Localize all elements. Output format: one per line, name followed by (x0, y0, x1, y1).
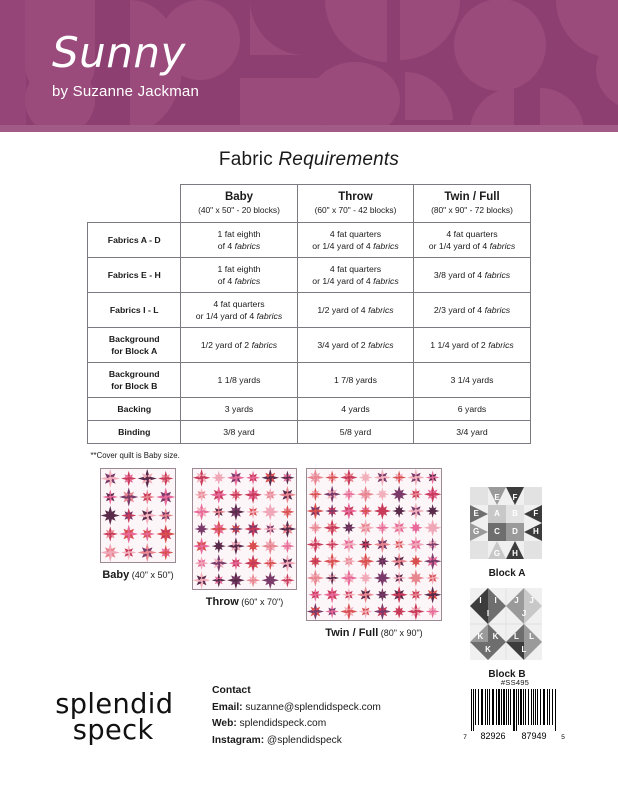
quilt-label-twin-size: (80" x 90") (378, 628, 423, 639)
block-patch-letter: A (494, 509, 500, 519)
section-title (0, 149, 618, 171)
row-label: Backing (88, 398, 181, 421)
quilt-label-baby-size: (40" x 50") (129, 570, 174, 581)
table-cell-throw: 4 fat quarters or 1/4 yard of 4 fabrics (297, 258, 414, 293)
block-patch-letter: J (514, 595, 519, 605)
block-patch-letter: E (473, 509, 479, 519)
brand-logo-line2: speck (72, 714, 154, 746)
quilt-diagram-twin (306, 468, 442, 639)
table-footnote: **Cover quilt is Baby size. (90, 451, 180, 461)
block-diagram-a (462, 487, 552, 579)
quilt-label-baby-name: Baby (102, 569, 130, 582)
quilt-art-twin (306, 468, 442, 621)
block-diagrams (462, 487, 552, 689)
table-row (88, 363, 531, 398)
block-patch-letter: H (532, 527, 539, 537)
table-cell-throw: 1/2 yard of 4 fabrics (297, 293, 414, 328)
table-row (88, 421, 531, 444)
block-patch-letter: F (533, 509, 539, 519)
quilt-label-baby (100, 569, 176, 581)
block-patch-letter: E (494, 492, 500, 502)
block-a-art (462, 487, 550, 559)
block-b-label: Block B (488, 669, 526, 680)
table-header-row (88, 185, 531, 223)
contact-web-line (212, 716, 381, 733)
table-cell-twin: 3/8 yard of 4 fabrics (414, 258, 531, 293)
header-stripe (0, 125, 618, 132)
contact-email-line (212, 700, 381, 717)
author-byline: by Suzanne Jackman (52, 83, 200, 100)
table-cell-throw: 5/8 yard (297, 421, 414, 444)
block-patch-letter: I (494, 595, 497, 605)
block-patch-letter: B (512, 509, 518, 519)
block-patch-letter: K (492, 631, 499, 641)
row-label: Binding (88, 421, 181, 444)
column-header-throw-name: Throw (338, 191, 373, 203)
table-cell-twin: 2/3 yard of 4 fabrics (414, 293, 531, 328)
quilt-art-baby (100, 468, 176, 563)
column-header-throw-dimensions: (60" x 70" - 42 blocks) (314, 205, 397, 216)
table-cell-throw: 4 fat quarters or 1/4 yard of 4 fabrics (297, 223, 414, 258)
contact-email-value[interactable]: suzanne@splendidspeck.com (242, 701, 381, 713)
table-corner-cell (88, 185, 181, 223)
table-cell-twin: 4 fat quarters or 1/4 yard of 4 fabrics (414, 223, 531, 258)
column-header-throw (297, 185, 414, 223)
contact-web-value[interactable]: splendidspeck.com (236, 718, 327, 730)
table-cell-twin: 1 1/4 yard of 2 fabrics (414, 328, 531, 363)
block-b-art (462, 588, 550, 660)
block-patch-letter: I (486, 609, 490, 619)
block-patch-letter: G (493, 548, 501, 558)
table-cell-baby: 1 fat eighth of 4 fabrics (181, 223, 298, 258)
quilt-label-throw-name: Throw (205, 596, 239, 609)
table-row (88, 328, 531, 363)
table-cell-baby: 4 fat quarters or 1/4 yard of 4 fabrics (181, 293, 298, 328)
block-patch-letter: I (479, 595, 482, 605)
upc-group-2: 87949 (521, 731, 547, 741)
row-label: Fabrics A - D (88, 223, 181, 258)
column-header-baby (181, 185, 298, 223)
contact-instagram-line (212, 733, 381, 750)
block-patch-letter: K (477, 631, 484, 641)
column-header-twin-dimensions: (80" x 90" - 72 blocks) (431, 205, 513, 216)
table-cell-twin: 3/4 yard (414, 421, 531, 444)
table-row (88, 223, 531, 258)
sku-label: #SS495 (500, 678, 530, 687)
upc-right-digit: 5 (561, 734, 565, 741)
quilt-label-twin (306, 627, 442, 639)
row-label: Fabrics I - L (88, 293, 181, 328)
contact-heading: Contact (212, 685, 251, 696)
page-title: Sunny (52, 28, 186, 77)
block-patch-letter: J (521, 609, 527, 619)
row-label: Background for Block A (88, 328, 181, 363)
block-patch-letter: K (485, 645, 491, 655)
table-cell-throw: 3/4 yard of 2 fabrics (297, 328, 414, 363)
block-patch-letter: L (529, 631, 535, 641)
block-patch-letter: H (512, 548, 518, 558)
column-header-twin-name: Twin / Full (444, 191, 500, 203)
table-cell-throw: 1 7/8 yards (297, 363, 414, 398)
quilt-label-twin-name: Twin / Full (325, 627, 379, 640)
section-title-italic: Requirements (278, 149, 400, 170)
table-body (88, 223, 531, 444)
table-row (88, 293, 531, 328)
table-cell-baby: 1 1/8 yards (181, 363, 298, 398)
contact-block (212, 683, 381, 749)
upc-left-digit: 7 (463, 734, 467, 741)
row-label: Background for Block B (88, 363, 181, 398)
block-patch-letter: G (473, 527, 480, 537)
block-patch-letter: L (521, 645, 527, 655)
barcode-block (462, 678, 568, 741)
row-label: Fabrics E - H (88, 258, 181, 293)
block-a-label: Block A (488, 568, 526, 579)
table-row (88, 398, 531, 421)
contact-email-label: Email: (212, 701, 243, 713)
block-patch-letter: L (513, 631, 519, 641)
column-header-twin (414, 185, 531, 223)
table-cell-twin: 6 yards (414, 398, 531, 421)
block-diagram-b (462, 588, 552, 680)
table-cell-baby: 1 fat eighth of 4 fabrics (181, 258, 298, 293)
contact-instagram-label: Instagram: (212, 734, 265, 746)
quilt-label-throw-size: (60" x 70") (238, 597, 284, 608)
block-patch-letter: F (512, 492, 518, 502)
brand-logo (52, 686, 212, 745)
table-cell-twin: 3 1/4 yards (414, 363, 531, 398)
table-row (88, 258, 531, 293)
quilt-art-throw (192, 468, 297, 590)
page-footer (0, 678, 618, 758)
contact-web-label: Web: (212, 718, 237, 730)
upc-group-1: 82926 (480, 731, 506, 741)
page-header (0, 0, 618, 132)
quilt-diagram-throw (192, 468, 297, 608)
fabric-requirements-table (87, 184, 531, 444)
column-header-baby-name: Baby (224, 191, 254, 203)
contact-instagram-value[interactable]: @splendidspeck (264, 734, 342, 746)
quilt-diagram-baby (100, 468, 176, 581)
table-cell-baby: 3 yards (181, 398, 298, 421)
block-patch-letter: C (494, 527, 500, 537)
block-patch-letter: D (512, 527, 518, 537)
quilt-label-throw (192, 596, 297, 608)
column-header-baby-dimensions: (40" x 50" - 20 blocks) (198, 205, 280, 216)
table-cell-baby: 1/2 yard of 2 fabrics (181, 328, 298, 363)
brand-logo-line1: splendid (55, 689, 174, 721)
table-cell-baby: 3/8 yard (181, 421, 298, 444)
block-patch-letter: J (529, 595, 534, 605)
table-cell-throw: 4 yards (297, 398, 414, 421)
upc-barcode (462, 689, 568, 741)
section-title-plain: Fabric (218, 149, 279, 170)
